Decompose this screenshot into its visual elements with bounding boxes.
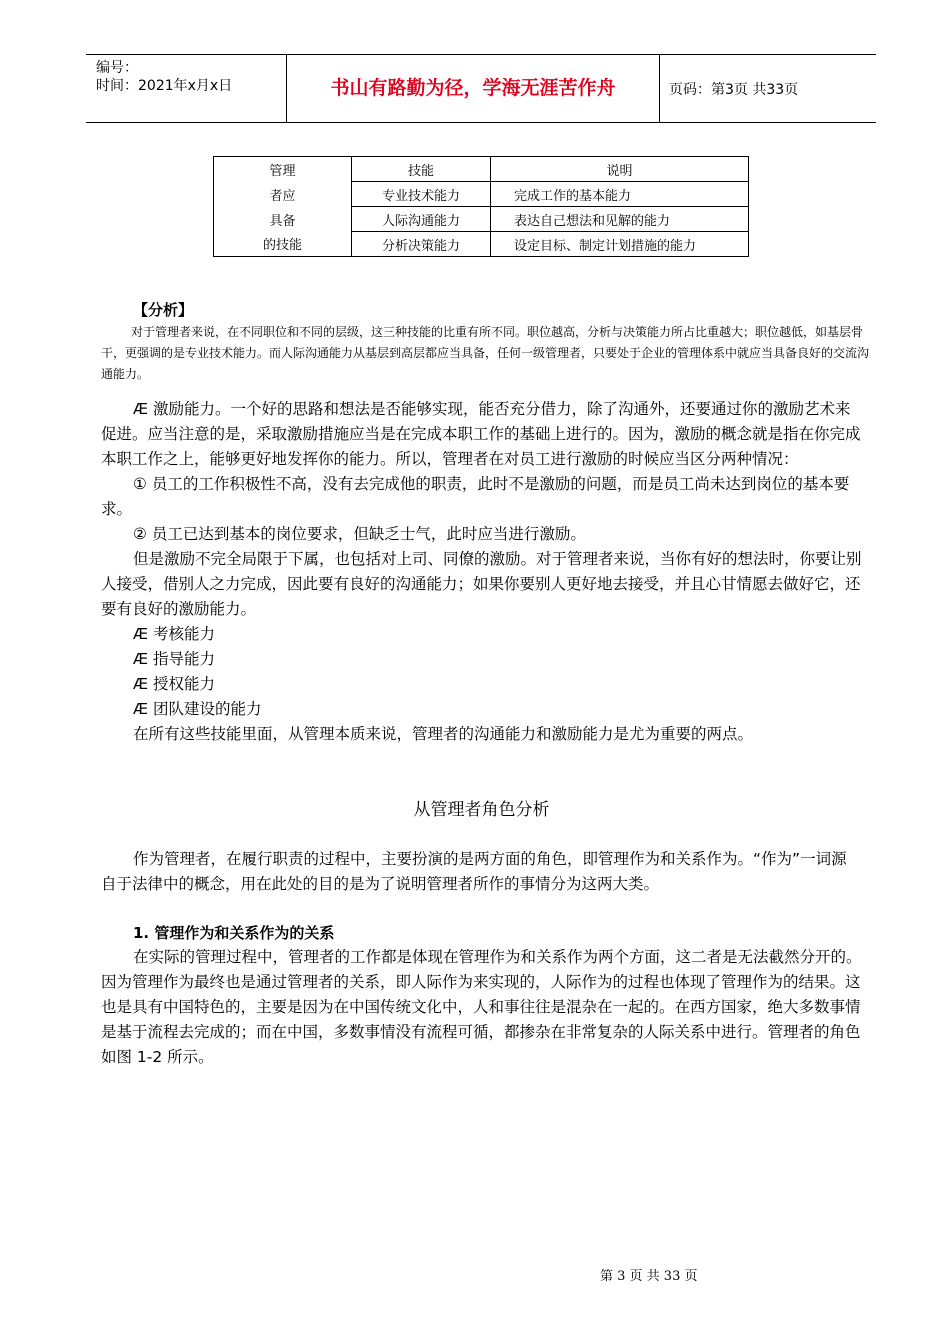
ability-item: Æ 授权能力 <box>133 675 216 693</box>
table-cell-skill: 分析决策能力 <box>352 232 491 257</box>
table-cell-skill: 专业技术能力 <box>352 182 491 207</box>
header-divider <box>659 54 660 122</box>
header-time-label: 时间：2021年x月x日 <box>96 78 233 94</box>
header-bottom-rule <box>86 122 876 123</box>
table-left-label: 者应 <box>214 182 352 207</box>
analysis-title: 【分析】 <box>133 301 194 319</box>
motivation-paragraph: Æ 激励能力。一个好的思路和想法是否能够实现，能否充分借力，除了沟通外，还要通过你的激励艺术来促进。应当注意的是，采取激励措施应当是在完成本职工作的基础上进行的。因为，激励的概念就是指在你完成本职工作之上，能够更好地发挥你的能力。所以，管理者在对员工进行激励的时候应当区分两种情况： <box>101 400 861 468</box>
table-row <box>214 157 749 182</box>
table-header-skill: 技能 <box>352 157 491 182</box>
role-intro: 作为管理者，在履行职责的过程中，主要扮演的是两方面的角色，即管理作为和关系作为。“作为”一词源自于法律中的概念，用在此处的目的是为了说明管理者所作的事情分为这两大类。 <box>101 850 847 893</box>
motivation-case-2: ② 员工已达到基本的岗位要求，但缺乏士气，此时应当进行激励。 <box>133 525 586 543</box>
ability-item: Æ 指导能力 <box>133 650 216 668</box>
header-number-label: 编号： <box>96 60 138 76</box>
role-body-block <box>101 945 862 1070</box>
table-left-label: 的技能 <box>214 232 352 257</box>
table-left-label: 管理 <box>214 157 352 182</box>
analysis-text: 对于管理者来说，在不同职位和不同的层级，这三种技能的比重有所不同。职位越高，分析与决策能力所占比重越大；职位越低，如基层骨干，更强调的是专业技术能力。而人际沟通能力从基层到高层都应当具备，任何一级管理者，只要处于企业的管理体系中就应当具备良好的交流沟通能力。 <box>101 325 870 381</box>
table-cell-skill: 人际沟通能力 <box>352 207 491 232</box>
table-row <box>214 207 749 232</box>
analysis-block <box>101 322 871 385</box>
motivation-paragraph-2: 但是激励不完全局限于下属，也包括对上司、同僚的激励。对于管理者来说，当你有好的想法时，你要让别人接受，借别人之力完成，因此要有良好的沟通能力；如果你要别人更好地去接受，并且心甘情愿去做好它，还要有良好的激励能力。 <box>101 550 862 618</box>
header-page-label: 页码：第3页 共33页 <box>669 82 799 98</box>
header-top-rule <box>86 54 876 55</box>
skills-table <box>213 156 749 257</box>
role-body-text: 在实际的管理过程中，管理者的工作都是体现在管理作为和关系作为两个方面，这二者是无法截然分开的。因为管理作为最终也是通过管理者的关系，即人际作为来实现的，人际作为的过程也体现了管理作为的结果。这也是具有中国特色的，主要是因为在中国传统文化中，人和事往往是混杂在一起的。在西方国家，绝大多数事情是基于流程去完成的；而在中国，多数事情没有流程可循，都掺杂在非常复杂的人际关系中进行。管理者的角色如图 1-2 所示。 <box>101 948 862 1066</box>
table-left-label: 具备 <box>214 207 352 232</box>
table-row <box>214 182 749 207</box>
table-cell-desc: 设定目标、制定计划措施的能力 <box>491 232 749 257</box>
page-footer: 第 3 页 共 33 页 <box>600 1269 698 1284</box>
role-intro-block <box>101 847 862 897</box>
motivation-block <box>101 397 862 747</box>
table-header-desc: 说明 <box>491 157 749 182</box>
motivation-case-1: ① 员工的工作积极性不高，没有去完成他的职责，此时不是激励的问题，而是员工尚未达到岗位的基本要求。 <box>101 475 850 518</box>
table-cell-desc: 表达自己想法和见解的能力 <box>491 207 749 232</box>
subsection-title: 1. 管理作为和关系作为的关系 <box>133 924 335 942</box>
section-title: 从管理者角色分析 <box>413 800 550 820</box>
table-row <box>214 232 749 257</box>
header-motto: 书山有路勤为径，学海无涯苦作舟 <box>330 77 616 99</box>
ability-item: Æ 考核能力 <box>133 625 216 643</box>
table-cell-desc: 完成工作的基本能力 <box>491 182 749 207</box>
summary-paragraph: 在所有这些技能里面，从管理本质来说，管理者的沟通能力和激励能力是尤为重要的两点。 <box>133 725 754 743</box>
ability-item: Æ 团队建设的能力 <box>133 700 262 718</box>
